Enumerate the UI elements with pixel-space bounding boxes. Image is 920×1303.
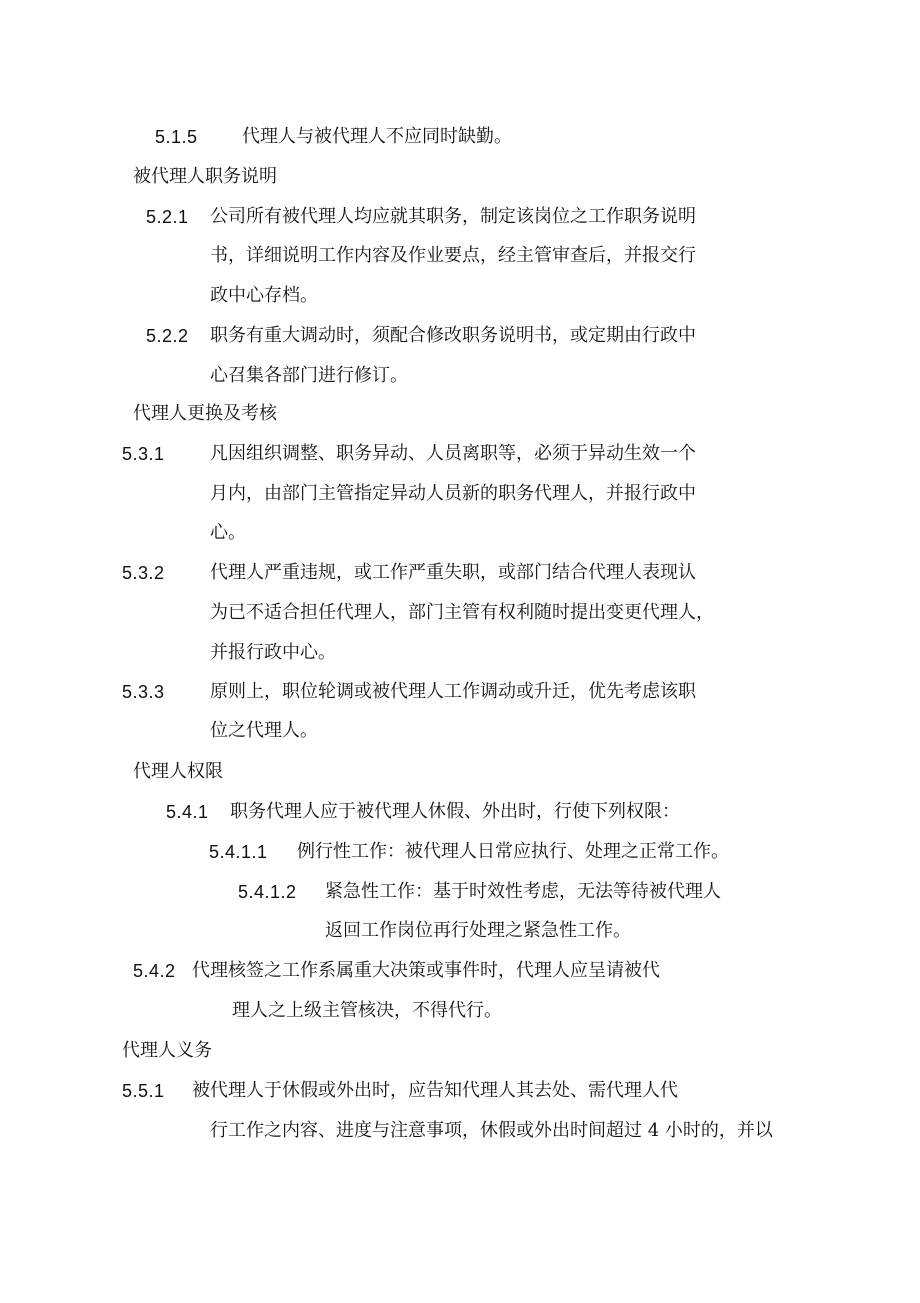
section-heading: 被代理人职务说明 [133,166,277,187]
clause-text-line: 代理核签之工作系属重大决策或事件时，代理人应呈请被代 [192,960,660,981]
clause-number: 5.4.1.1 [209,842,268,862]
clause-number: 5.5.1 [122,1081,165,1101]
clause-number: 5.3.2 [122,563,165,583]
clause-number: 5.4.1.2 [238,882,297,902]
clause-number: 5.4.1 [166,802,209,822]
clause-number: 5.2.1 [146,207,189,227]
clause-text-line: 代理人严重违规，或工作严重失职，或部门结合代理人表现认 [210,562,696,583]
clause-number: 5.3.3 [122,682,165,702]
clause-number: 5.3.1 [122,444,165,464]
clause-number: 5.2.2 [146,326,189,346]
clause-text-line: 理人之上级主管核决，不得代行。 [232,1000,502,1021]
clause-text-line: 位之代理人。 [210,720,318,741]
clause-text-line: 政中心存档。 [210,285,318,306]
clause-text-line: 原则上，职位轮调或被代理人工作调动或升迁，优先考虑该职 [210,681,696,702]
section-heading: 代理人义务 [122,1040,212,1061]
clause-text-line: 凡因组织调整、职务异动、人员离职等，必须于异动生效一个 [210,443,696,464]
clause-text-line: 行工作之内容、进度与注意事项，休假或外出时间超过 4 小时的，并以 [210,1120,773,1141]
clause-text-line: 被代理人于休假或外出时，应告知代理人其去处、需代理人代 [192,1080,678,1101]
clause-text-line: 心召集各部门进行修订。 [210,365,408,386]
section-heading: 代理人更换及考核 [133,403,277,424]
clause-text-line: 紧急性工作：基于时效性考虑，无法等待被代理人 [325,881,721,902]
clause-number: 5.4.2 [133,961,176,981]
clause-text-line: 职务有重大调动时，须配合修改职务说明书，或定期由行政中 [210,325,696,346]
clause-text-line: 为已不适合担任代理人，部门主管有权利随时提出变更代理人， [210,602,714,623]
clause-text-line: 书，详细说明工作内容及作业要点，经主管审查后，并报交行 [210,245,696,266]
clause-text-line: 返回工作岗位再行处理之紧急性工作。 [325,920,631,941]
clause-text-line: 心。 [210,522,246,543]
clause-text-line: 代理人与被代理人不应同时缺勤。 [242,126,512,147]
clause-text-line: 职务代理人应于被代理人休假、外出时，行使下列权限： [230,801,680,822]
clause-text-line: 月内，由部门主管指定异动人员新的职务代理人，并报行政中 [210,483,696,504]
clause-number: 5.1.5 [155,127,198,147]
clause-text-line: 例行性工作：被代理人日常应执行、处理之正常工作。 [297,841,729,862]
section-heading: 代理人权限 [133,761,223,782]
clause-text-line: 并报行政中心。 [210,642,336,663]
clause-text-line: 公司所有被代理人均应就其职务，制定该岗位之工作职务说明 [210,206,696,227]
